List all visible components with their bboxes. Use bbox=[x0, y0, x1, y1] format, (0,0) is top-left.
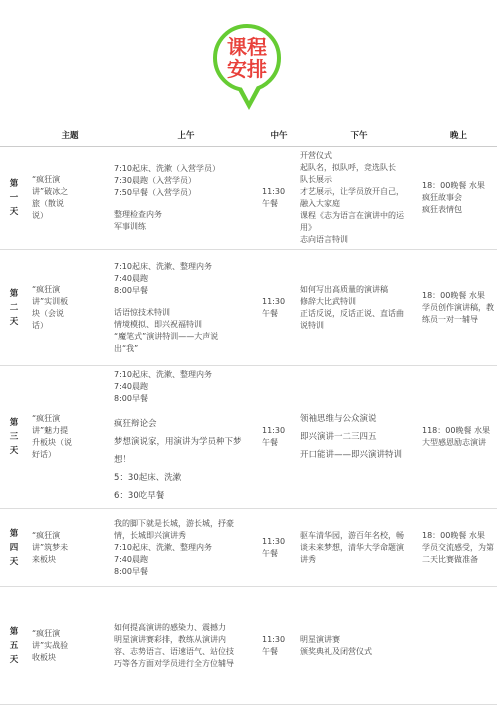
afternoon-item: 谈未来梦想，清华大学命题演 bbox=[300, 542, 404, 552]
morning-item: 7:10起床、洗漱（入营学员） bbox=[114, 164, 220, 173]
day-theme-text: “疯狂演 bbox=[32, 530, 61, 540]
afternoon-item: 开营仪式 bbox=[300, 151, 332, 160]
day-label-text: 第 bbox=[9, 626, 19, 637]
day-theme bbox=[28, 250, 112, 366]
day-theme-text: 旅（散说 bbox=[32, 199, 64, 208]
header-theme: 主题 bbox=[28, 126, 112, 147]
day-label-text: 天 bbox=[9, 654, 19, 665]
morning-item: 情，长城即兴演讲秀 bbox=[114, 530, 186, 540]
day-row bbox=[0, 250, 497, 366]
morning-item: 8:00早餐 bbox=[114, 285, 148, 295]
morning-item: 6：30吃早餐 bbox=[114, 491, 165, 501]
day-theme-text: 升板块（说 bbox=[32, 438, 72, 447]
noon-text: 11:30 bbox=[262, 426, 286, 435]
day-label-text: 第 bbox=[9, 418, 19, 428]
morning-item: 7:10起床、洗漱、整理内务 bbox=[114, 370, 212, 379]
noon-text: 午餐 bbox=[262, 199, 278, 208]
afternoon-item: 讲秀 bbox=[300, 554, 316, 564]
day-label-text: 二 bbox=[9, 302, 19, 313]
day-label-text: 五 bbox=[9, 640, 19, 651]
afternoon-item: 队长展示 bbox=[300, 175, 332, 184]
morning-item: 疯狂辩论会 bbox=[114, 419, 157, 429]
evening-cell bbox=[420, 366, 497, 509]
header-noon: 中午 bbox=[260, 126, 298, 147]
day-label-text: 第 bbox=[9, 288, 19, 299]
noon-text: 午餐 bbox=[262, 308, 278, 318]
morning-item: 梦想演说家，用演讲为学员种下梦 bbox=[114, 437, 242, 447]
badge-title-line2: 安排 bbox=[227, 57, 267, 81]
badge-title-line1: 课程 bbox=[227, 35, 267, 59]
afternoon-cell bbox=[298, 250, 420, 366]
day-label-text: 三 bbox=[9, 432, 19, 442]
noon-text: 午餐 bbox=[262, 438, 278, 447]
noon-text: 午餐 bbox=[262, 646, 278, 656]
morning-item: 明星演讲赛彩排，教练从演讲内 bbox=[114, 634, 226, 644]
afternoon-item: 课程《志为语言在演讲中的运 bbox=[300, 211, 404, 220]
morning-item: 7:40晨跑 bbox=[114, 554, 148, 564]
day-label bbox=[0, 250, 28, 366]
morning-item: 7:50早餐（入营学员） bbox=[114, 188, 196, 197]
afternoon-item: 融入大家庭 bbox=[300, 199, 340, 208]
afternoon-item: 领袖思维与公众演说 bbox=[300, 414, 377, 424]
day-theme-text: “疯狂演 bbox=[32, 175, 61, 184]
evening-item: 118：00晚餐 水果 bbox=[422, 426, 490, 435]
header-morning: 上午 bbox=[112, 126, 260, 147]
evening-item: 18：00晚餐 水果 bbox=[422, 290, 485, 300]
afternoon-item: 颁奖典礼及闭营仪式 bbox=[300, 646, 372, 656]
day-theme-text: 好话） bbox=[32, 450, 56, 459]
day-label bbox=[0, 509, 28, 587]
evening-cell bbox=[420, 250, 497, 366]
afternoon-item: 起队名，拟队呼，竞选队长 bbox=[300, 163, 396, 172]
header-row bbox=[0, 126, 497, 147]
morning-item: 情境模拟、即兴祝福特训 bbox=[114, 319, 202, 329]
afternoon-item: 才艺展示，让学员放开自己， bbox=[300, 187, 404, 196]
morning-cell bbox=[112, 147, 260, 250]
day-theme-text: 话） bbox=[32, 320, 48, 330]
afternoon-item: 志向语言特训 bbox=[300, 235, 348, 244]
afternoon-item: 驱车清华园，游百年名校，畅 bbox=[300, 530, 404, 540]
evening-cell bbox=[420, 587, 497, 705]
morning-cell bbox=[112, 587, 260, 705]
morning-item: 整理检查内务 bbox=[114, 210, 162, 219]
header-evening: 晚上 bbox=[420, 126, 497, 147]
evening-item: 18：00晚餐 水果 bbox=[422, 181, 485, 190]
noon-text: 11:30 bbox=[262, 634, 286, 644]
afternoon-cell bbox=[298, 366, 420, 509]
morning-item: 7:30晨跑（入营学员） bbox=[114, 176, 196, 185]
evening-cell bbox=[420, 509, 497, 587]
day-theme-text: “疯狂演 bbox=[32, 414, 61, 423]
day-row bbox=[0, 366, 497, 509]
morning-item: 巧等各方面对学员进行全方位辅导 bbox=[114, 658, 234, 668]
morning-item: “魔笔式”演讲特训——大声说 bbox=[114, 331, 219, 341]
morning-item bbox=[114, 297, 258, 307]
afternoon-cell bbox=[298, 587, 420, 705]
afternoon-item: 即兴演讲一二三四五 bbox=[300, 432, 377, 442]
morning-item: 如何提高演讲的感染力、震撼力 bbox=[114, 622, 226, 632]
afternoon-item: 开口能讲——即兴演讲特训 bbox=[300, 450, 403, 460]
evening-item: 疯狂表情包 bbox=[422, 205, 462, 214]
evening-cell bbox=[420, 147, 497, 250]
day-row bbox=[0, 147, 497, 250]
day-label-text: 天 bbox=[9, 207, 19, 217]
day-label bbox=[0, 587, 28, 705]
day-row bbox=[0, 587, 497, 705]
day-theme-text: 说） bbox=[32, 211, 48, 220]
noon-cell bbox=[260, 250, 298, 366]
noon-cell bbox=[260, 147, 298, 250]
evening-item: 学员创作演讲稿，教 bbox=[422, 302, 494, 312]
day-theme-text: “疯狂演 bbox=[32, 628, 61, 638]
schedule-table bbox=[0, 126, 497, 705]
day-theme-text: 来板块 bbox=[32, 554, 56, 564]
day-label-text: 第 bbox=[9, 179, 19, 189]
noon-text: 午餐 bbox=[262, 548, 278, 558]
day-theme-text: 讲”实训板 bbox=[32, 296, 69, 306]
day-theme-text: 讲”破冰之 bbox=[32, 187, 69, 196]
morning-item: 容、志势语言、语速语气、站位技 bbox=[114, 646, 234, 656]
noon-cell bbox=[260, 509, 298, 587]
day-theme bbox=[28, 147, 112, 250]
day-label bbox=[0, 147, 28, 250]
afternoon-item: 如何写出高质量的演讲稿 bbox=[300, 284, 388, 294]
evening-item: 练员一对一辅导 bbox=[422, 314, 478, 324]
day-theme bbox=[28, 366, 112, 509]
evening-item: 学员交流感受，为第 bbox=[422, 542, 494, 552]
morning-item: 我的脚下就是长城，游长城，抒豪 bbox=[114, 518, 234, 528]
noon-text: 11:30 bbox=[262, 187, 286, 196]
day-label-text: 天 bbox=[9, 316, 19, 327]
afternoon-item: 用》 bbox=[300, 223, 316, 232]
morning-item: 8:00早餐 bbox=[114, 394, 148, 403]
day-label-text: 天 bbox=[9, 556, 19, 567]
afternoon-item: 明星演讲赛 bbox=[300, 634, 340, 644]
day-theme-text: 讲”筑梦未 bbox=[32, 542, 69, 552]
day-theme bbox=[28, 587, 112, 705]
day-label-text: 一 bbox=[9, 193, 19, 203]
day-theme-text: 讲”实战验 bbox=[32, 640, 69, 650]
morning-item: 想！ bbox=[114, 455, 132, 465]
noon-cell bbox=[260, 366, 298, 509]
afternoon-item: 修辞大比武特训 bbox=[300, 296, 356, 306]
day-theme bbox=[28, 509, 112, 587]
noon-text: 11:30 bbox=[262, 536, 286, 546]
day-theme-text: 讲”魅力提 bbox=[32, 426, 69, 435]
day-theme-text: 块（会说 bbox=[32, 308, 64, 318]
evening-item: 大型感恩励志演讲 bbox=[422, 438, 486, 447]
afternoon-item: 正话反说，反话正说、直话曲 bbox=[300, 308, 404, 318]
day-row bbox=[0, 509, 497, 587]
morning-item: 7:40晨跑 bbox=[114, 382, 148, 391]
day-label bbox=[0, 366, 28, 509]
morning-cell bbox=[112, 509, 260, 587]
day-theme-text: “疯狂演 bbox=[32, 284, 61, 294]
day-label-text: 天 bbox=[9, 446, 19, 456]
evening-item: 18：00晚餐 水果 bbox=[422, 530, 485, 540]
morning-cell bbox=[112, 366, 260, 509]
morning-item: 话语惊技术特训 bbox=[114, 307, 170, 317]
morning-item: 8:00早餐 bbox=[114, 566, 148, 576]
day-label-text: 四 bbox=[9, 542, 19, 553]
afternoon-item: 说特训 bbox=[300, 320, 324, 330]
morning-item: 出“我” bbox=[114, 343, 139, 353]
afternoon-cell bbox=[298, 147, 420, 250]
morning-cell bbox=[112, 250, 260, 366]
evening-item: 疯狂故事会 bbox=[422, 193, 462, 202]
morning-item: 7:40晨跑 bbox=[114, 273, 148, 283]
morning-item bbox=[114, 199, 258, 209]
day-label-text: 第 bbox=[9, 528, 19, 539]
noon-text: 11:30 bbox=[262, 296, 286, 306]
afternoon-cell bbox=[298, 509, 420, 587]
noon-cell bbox=[260, 587, 298, 705]
morning-item: 5：30起床、洗漱 bbox=[114, 473, 182, 483]
course-schedule-badge bbox=[213, 24, 281, 92]
morning-item: 军事训练 bbox=[114, 222, 146, 231]
morning-item: 7:10起床、洗漱、整理内务 bbox=[114, 542, 212, 552]
morning-item: 7:10起床、洗漱、整理内务 bbox=[114, 261, 212, 271]
day-theme-text: 收板块 bbox=[32, 652, 56, 662]
header-afternoon: 下午 bbox=[298, 126, 420, 147]
evening-item: 二天比赛做准备 bbox=[422, 554, 478, 564]
